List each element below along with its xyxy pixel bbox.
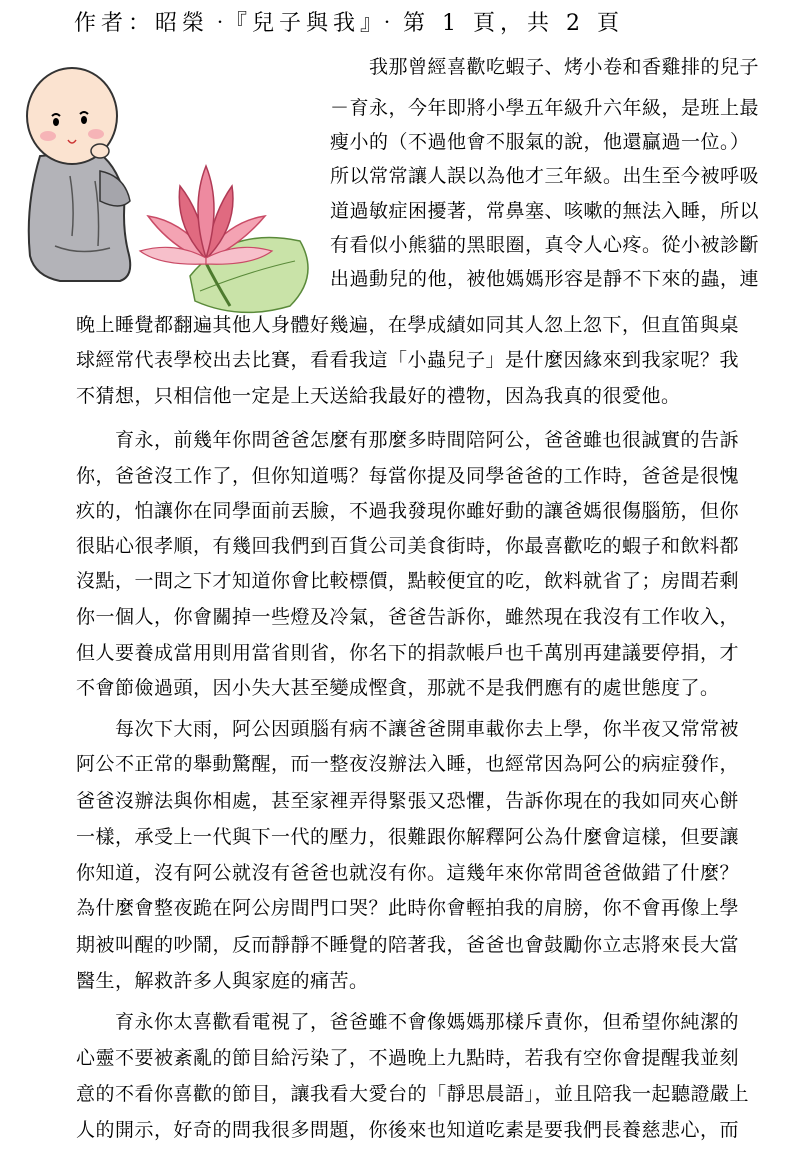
text-line: 所以常常讓人誤以為他才三年級。出生至今被呼吸	[330, 165, 760, 187]
text-line: 阿公不正常的舉動驚醒，而一整夜沒辦法入睡，也經常因為阿公的病症發作，	[76, 753, 740, 775]
text-line: －育永，今年即將小學五年級升六年級，是班上最	[330, 97, 760, 119]
text-line: 心靈不要被紊亂的節目給污染了，不過晚上九點時，若我有空你會提醒我並刻	[76, 1047, 740, 1069]
text-line: 不會節儉過頭，因小失大甚至變成慳貪，那就不是我們應有的處世態度了。	[76, 677, 720, 699]
text-line: 有看似小熊貓的黑眼圈，真令人心疼。從小被診斷	[330, 234, 760, 256]
text-line: 意的不看你喜歡的節目，讓我看大愛台的「靜思晨語」，並且陪我一起聽證嚴上	[76, 1083, 750, 1105]
text-line: 你一個人，你會關掉一些燈及冷氣，爸爸告訴你，雖然現在我沒有工作收入，	[76, 606, 740, 628]
text-line: 出過動兒的他，被他媽媽形容是靜不下來的蟲，連	[330, 268, 760, 290]
lotus-flower-icon	[140, 166, 308, 312]
text-line: 為什麼會整夜跪在阿公房間門口哭？此時你會輕拍我的肩膀，你不會再像上學	[76, 897, 740, 919]
text-line: 醫生，解救許多人與家庭的痛苦。	[76, 970, 369, 992]
text-line: 道過敏症困擾著，常鼻塞、咳嗽的無法入睡，所以	[330, 200, 760, 222]
illustration	[0, 36, 330, 326]
text-line: 育永你太喜歡看電視了，爸爸雖不會像媽媽那樣斥責你，但希望你純潔的	[76, 1011, 740, 1033]
cartoon-monk-icon	[27, 68, 130, 281]
text-line: 每次下大雨，阿公因頭腦有病不讓爸爸開車載你去上學，你半夜又常常被	[76, 718, 740, 740]
text-line: 我那曾經喜歡吃蝦子、烤小卷和香雞排的兒子	[330, 56, 760, 78]
text-line: 期被叫醒的吵鬧，反而靜靜不睡覺的陪著我，爸爸也會鼓勵你立志將來長大當	[76, 934, 740, 956]
text-line: 育永，前幾年你問爸爸怎麼有那麼多時間陪阿公，爸爸雖也很誠實的告訴	[76, 429, 740, 451]
text-line: 爸爸沒辦法與你相處，甚至家裡弄得緊張又恐懼，告訴你現在的我如同夾心餅	[76, 790, 740, 812]
text-line: 但人要養成當用則用當省則省，你名下的捐款帳戶也千萬別再建議要停捐，才	[76, 642, 740, 664]
text-line: 不猜想，只相信他一定是上天送給我最好的禮物，因為我真的很愛他。	[76, 385, 681, 407]
text-line: 你，爸爸沒工作了，但你知道嗎？每當你提及同學爸爸的工作時，爸爸是很愧	[76, 465, 740, 487]
text-line: 球經常代表學校出去比賽，看看我這「小蟲兒子」是什麼因緣來到我家呢？我	[76, 349, 740, 371]
text-line: 人的開示，好奇的問我很多問題，你後來也知道吃素是要我們長養慈悲心，而	[76, 1119, 740, 1141]
page-header: 作者：昭榮‧『兒子與我』‧第 1 頁，共 2 頁	[74, 11, 624, 36]
text-line: 疚的，怕讓你在同學面前丟臉，不過我發現你雖好動的讓爸媽很傷腦筋，但你	[76, 500, 740, 522]
text-line: 晚上睡覺都翻遍其他人身體好幾遍，在學成績如同其人忽上忽下，但直笛與桌	[76, 314, 740, 336]
text-line: 你知道，沒有阿公就沒有爸爸也就沒有你。這幾年來你常問爸爸做錯了什麼？	[76, 862, 740, 884]
text-line: 很貼心很孝順，有幾回我們到百貨公司美食街時，你最喜歡吃的蝦子和飲料都	[76, 535, 740, 557]
text-line: 瘦小的（不過他會不服氣的說，他還贏過一位。）	[330, 131, 750, 153]
text-line: 一樣，承受上一代與下一代的壓力，很難跟你解釋阿公為什麼會這樣，但要讓	[76, 826, 740, 848]
text-line: 沒點，一問之下才知道你會比較標價，點較便宜的吃，飲料就省了；房間若剩	[76, 570, 740, 592]
